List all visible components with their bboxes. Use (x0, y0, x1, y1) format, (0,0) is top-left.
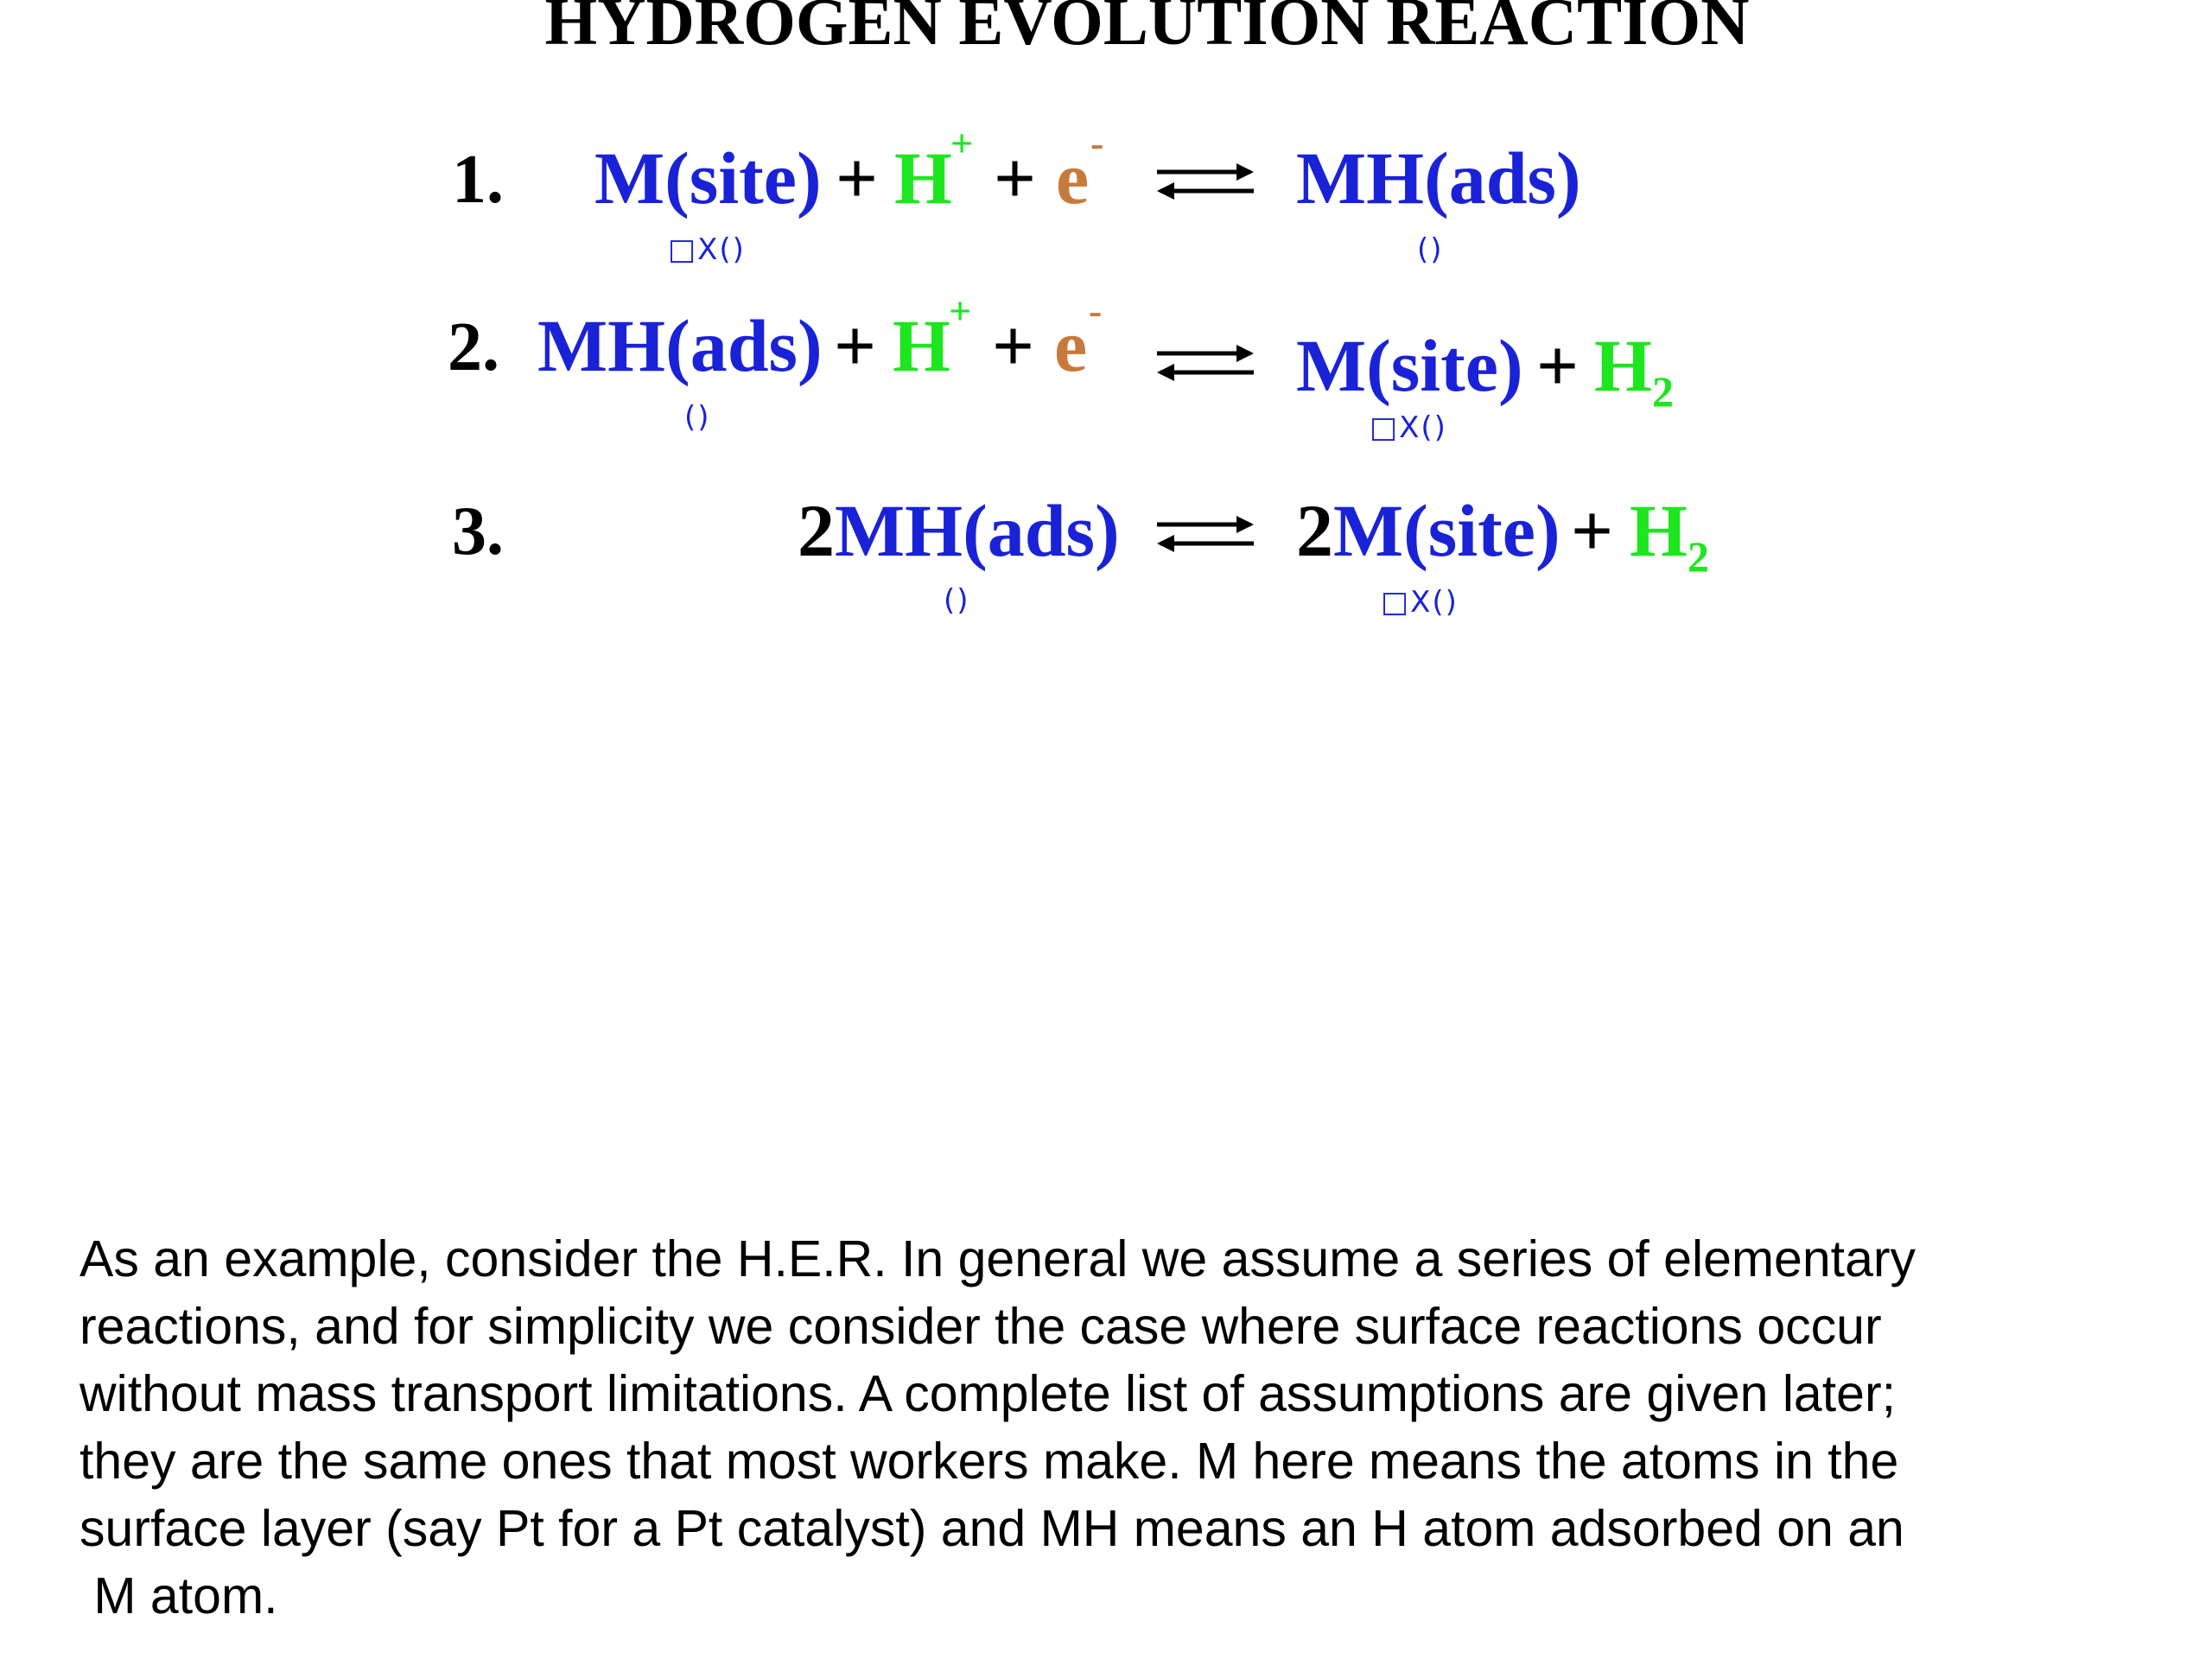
reaction-3-product-site: M(site) (1333, 489, 1560, 572)
reaction-1-species-site: M(site) (594, 137, 822, 219)
reaction-2-reactant-symbols: () (684, 400, 711, 435)
equilibrium-arrow-icon (1154, 158, 1257, 205)
reaction-1-proton: H (894, 137, 952, 219)
reaction-3-reactant-symbols: () (944, 583, 970, 618)
reaction-3-product-plus: + (1571, 489, 1614, 572)
reaction-3-product-symbols: □X() (1381, 585, 1459, 620)
page-title: HYDROGEN EVOLUTION REACTION (544, 0, 1750, 59)
equilibrium-arrow-icon (1154, 340, 1257, 386)
paragraph-line: they are the same ones that most workers make. M here means the atoms in the (79, 1433, 1899, 1490)
reaction-1-product-ads: MH(ads) (1296, 137, 1581, 219)
reaction-3-number: 3. (452, 493, 504, 569)
paragraph-line: As an example, consider the H.E.R. In general we assume a series of elementary (79, 1230, 1916, 1287)
reaction-1-plus-2: + (994, 137, 1037, 219)
reaction-2-electron: e (1054, 304, 1088, 387)
equilibrium-arrow-icon (1154, 511, 1257, 557)
reaction-3-hydrogen: H (1630, 489, 1688, 572)
reaction-1-product-symbols: () (1417, 232, 1444, 267)
reaction-1-proton-charge: + (950, 121, 974, 165)
paragraph-line: without mass transport limitations. A complete list of assumptions are given later; (79, 1365, 1896, 1422)
reaction-2-product-plus: + (1536, 324, 1580, 407)
paragraph-line: surface layer (say Pt for a Pt catalyst) and MH means an H atom adsorbed on an (79, 1500, 1904, 1557)
reaction-1-reactant-symbols: □X() (668, 232, 746, 267)
explanation-paragraph (79, 1225, 2171, 1630)
reaction-1-electron: e (1056, 137, 1090, 219)
reaction-2-product-site: M(site) (1296, 324, 1523, 407)
reaction-3-product-coefficient: 2 (1296, 489, 1333, 572)
paragraph-line: M atom. (79, 1567, 278, 1624)
reaction-3-hydrogen-subscript: 2 (1688, 532, 1709, 581)
reaction-3-species-ads: MH(ads) (835, 489, 1120, 572)
paragraph-line: reactions, and for simplicity we consider the case where surface reactions occur (79, 1298, 1882, 1355)
reaction-2-proton-charge: + (949, 289, 972, 333)
reaction-2-electron-charge: - (1089, 289, 1103, 333)
reaction-2-product-symbols: □X() (1370, 410, 1447, 445)
reaction-2-plus-2: + (992, 304, 1035, 387)
reaction-3-coefficient: 2 (798, 489, 835, 572)
reaction-2-species-ads: MH(ads) (537, 304, 823, 387)
reaction-2-hydrogen: H (1594, 324, 1652, 407)
reaction-1-plus: + (836, 137, 879, 219)
reaction-1-number: 1. (452, 142, 504, 218)
reaction-2-number: 2. (448, 309, 499, 385)
reaction-2-hydrogen-subscript: 2 (1652, 367, 1674, 416)
reaction-1-electron-charge: - (1090, 121, 1104, 165)
reaction-2-plus: + (834, 304, 877, 387)
reaction-2-proton: H (893, 304, 950, 387)
